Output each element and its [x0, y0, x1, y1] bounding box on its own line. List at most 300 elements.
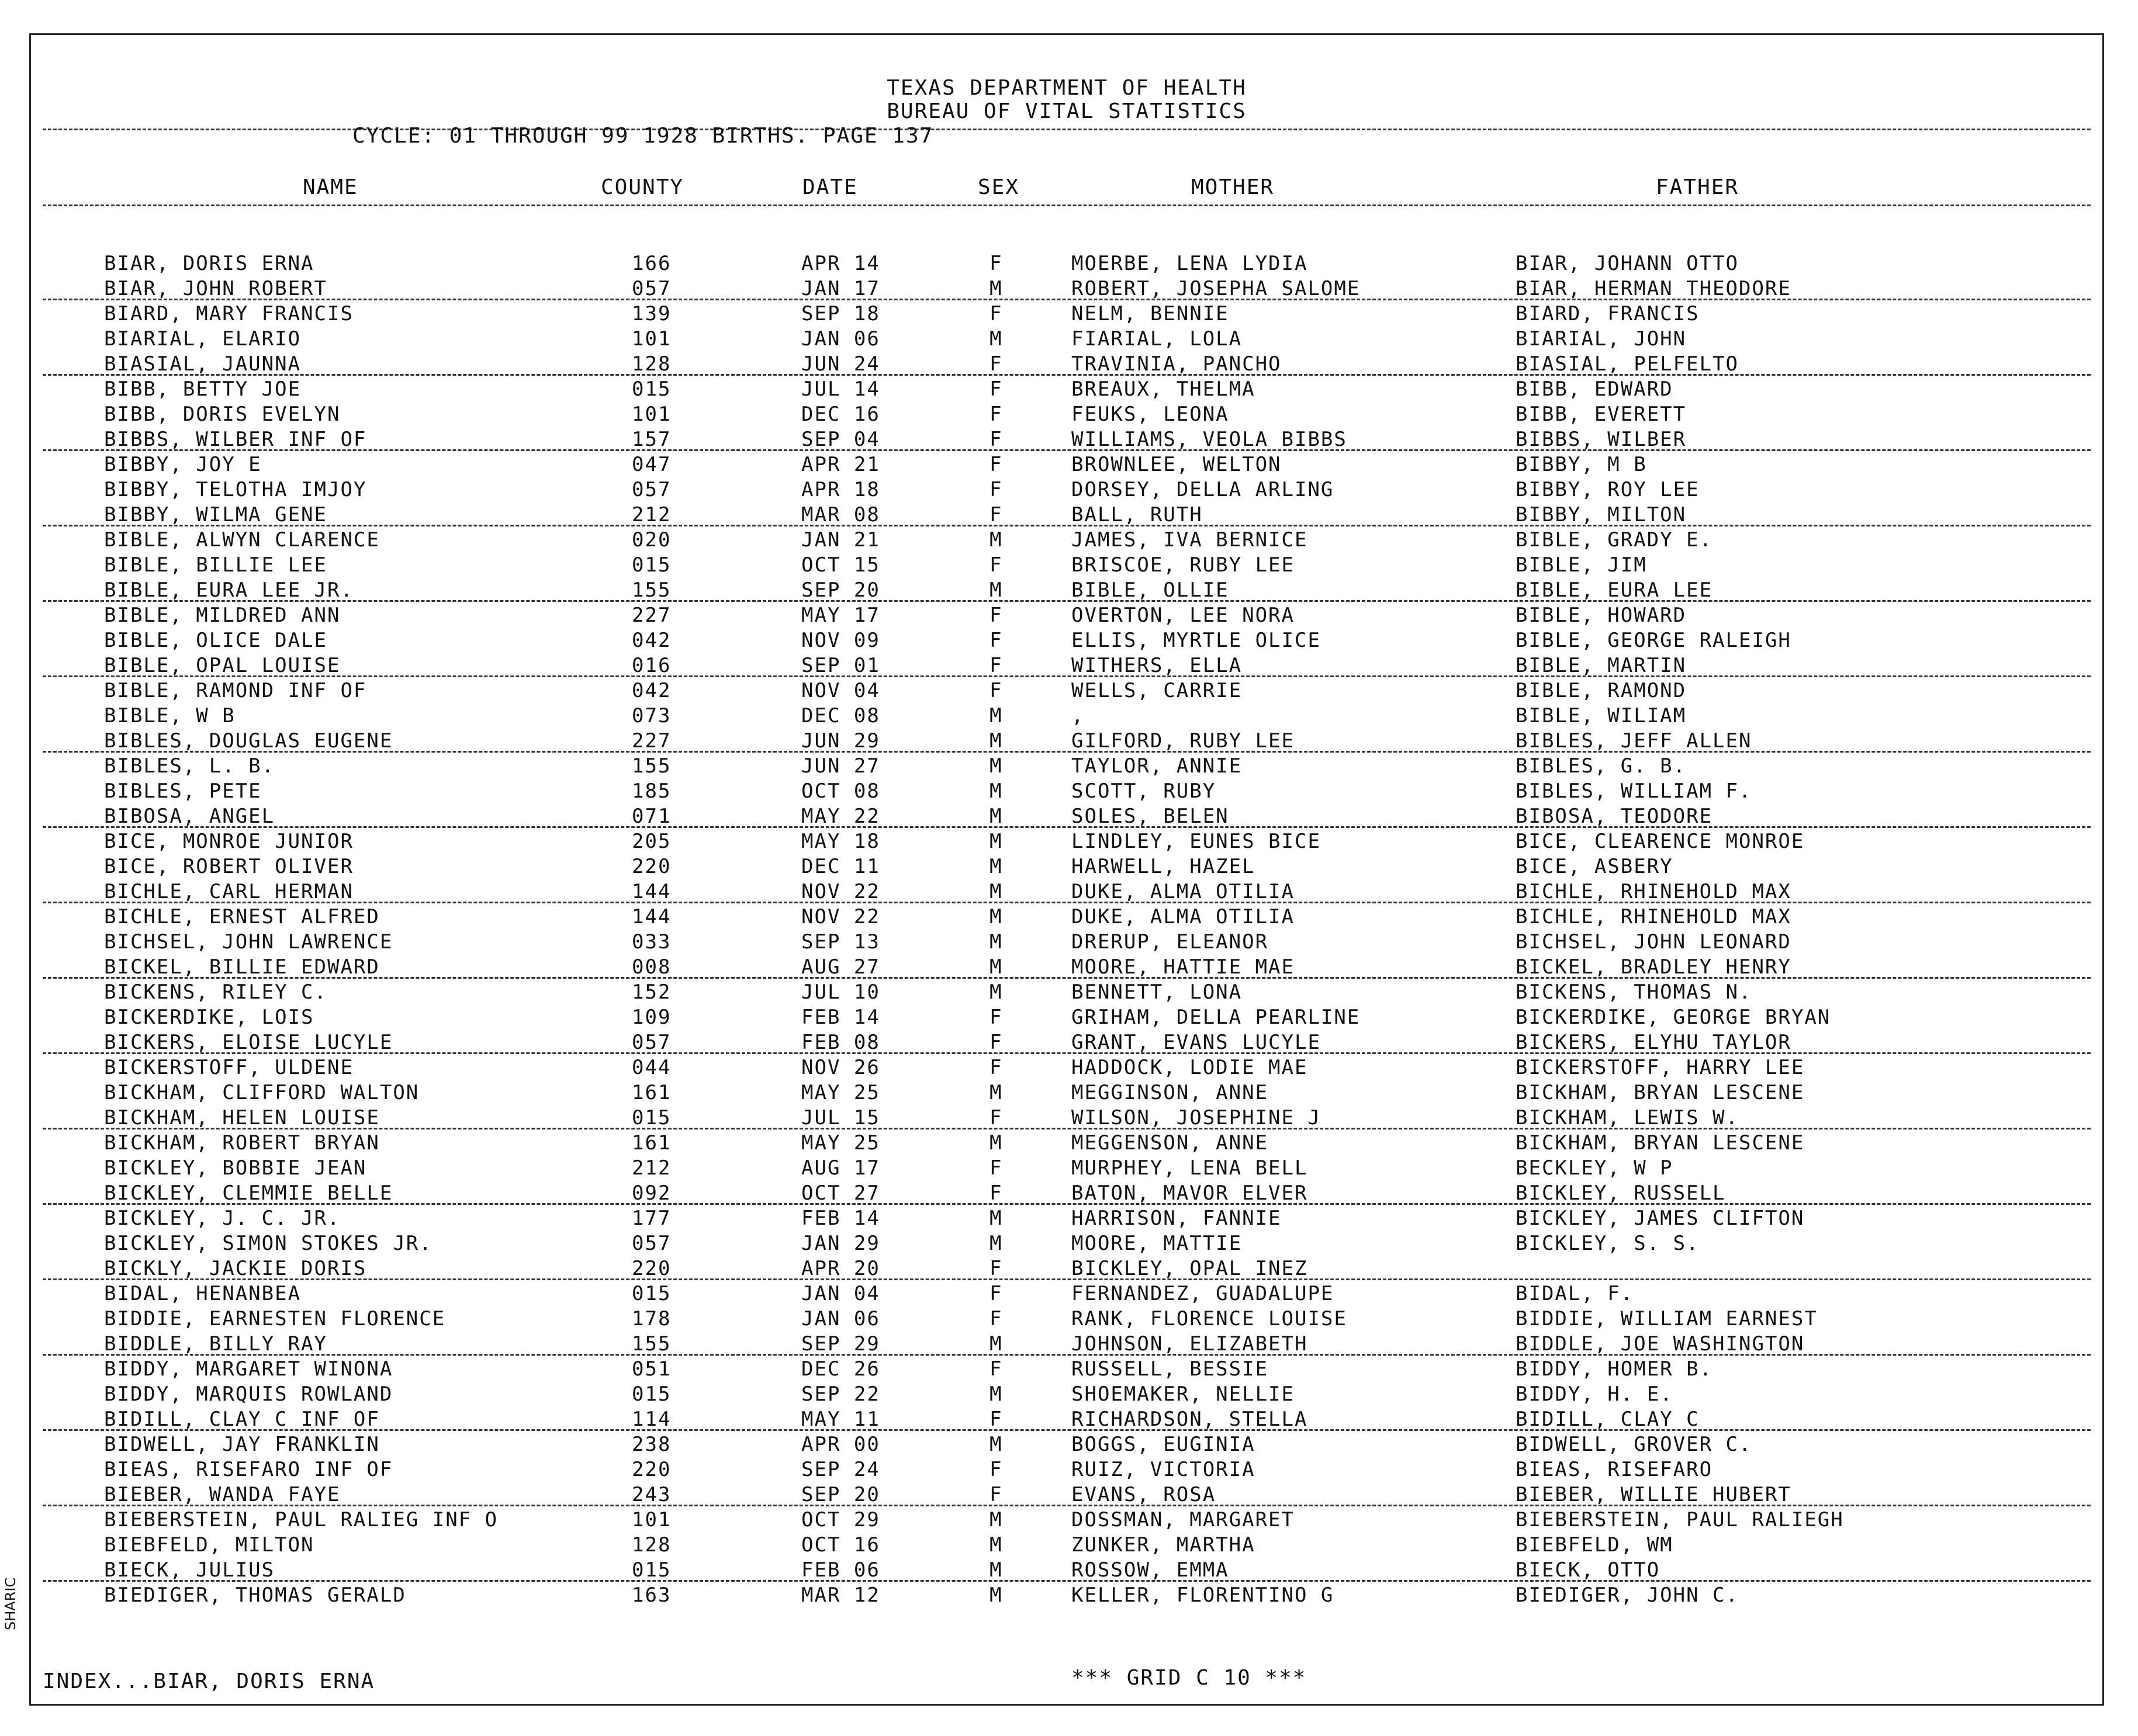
cell-county: 144 [632, 905, 672, 928]
cell-county: 109 [632, 1006, 672, 1029]
table-row [31, 402, 2102, 427]
cell-date: DEC 11 [801, 855, 880, 878]
table-row [31, 477, 2102, 503]
cell-father: BIBLE, HOWARD [1516, 604, 1687, 627]
cell-father: BICKERDIKE, GEORGE BRYAN [1516, 1006, 1831, 1029]
table-row [31, 1357, 2102, 1382]
cell-name: BIBLE, OPAL LOUISE [104, 654, 341, 677]
cell-sex: M [990, 704, 1003, 727]
table-row [31, 1432, 2102, 1457]
cell-mother: MOERBE, LENA LYDIA [1071, 252, 1308, 275]
cell-mother: GILFORD, RUBY LEE [1071, 729, 1295, 753]
row-rule [43, 1128, 2091, 1129]
cell-mother: FEUKS, LEONA [1071, 403, 1229, 426]
cell-county: 155 [632, 1332, 672, 1356]
side-label: SHARIC [2, 1577, 19, 1630]
cell-father: BIEBFELD, WM [1516, 1533, 1673, 1557]
cell-sex: F [990, 1357, 1003, 1381]
cell-name: BIAR, JOHN ROBERT [104, 277, 327, 300]
cell-date: MAY 22 [801, 805, 880, 828]
cell-name: BIBLE, BILLIE LEE [104, 553, 327, 577]
cell-name: BIARD, MARY FRANCIS [104, 302, 354, 325]
cell-father: BICKLEY, RUSSELL [1516, 1181, 1726, 1205]
cell-name: BIBBS, WILBER INF OF [104, 428, 367, 451]
table-row [31, 1231, 2102, 1256]
cell-father: BIDILL, CLAY C [1516, 1408, 1700, 1431]
cell-sex: M [990, 754, 1003, 778]
cell-county: 227 [632, 604, 672, 627]
cell-name: BIBLES, PETE [104, 779, 262, 803]
cell-sex: M [990, 830, 1003, 853]
cell-mother: , [1071, 704, 1085, 727]
cell-date: SEP 29 [801, 1332, 880, 1356]
cell-father: BICKERSTOFF, HARRY LEE [1516, 1056, 1805, 1079]
table-row [31, 829, 2102, 854]
cell-mother: RICHARDSON, STELLA [1071, 1408, 1308, 1431]
cell-county: 044 [632, 1056, 672, 1079]
table-row [31, 905, 2102, 930]
cell-father: BICE, CLEARENCE MONROE [1516, 830, 1805, 853]
cell-father: BIBLES, G. B. [1516, 754, 1687, 778]
cell-date: NOV 22 [801, 880, 880, 903]
cell-sex: F [990, 629, 1003, 652]
cell-father: BICKHAM, BRYAN LESCENE [1516, 1131, 1805, 1155]
cell-date: AUG 27 [801, 955, 880, 979]
cell-father: BIDWELL, GROVER C. [1516, 1433, 1752, 1456]
table-row [31, 251, 2102, 276]
cell-mother: ZUNKER, MARTHA [1071, 1533, 1255, 1557]
cell-date: OCT 15 [801, 553, 880, 577]
cell-name: BIBBY, WILMA GENE [104, 503, 327, 526]
header-rule [43, 129, 2091, 130]
cell-sex: M [990, 1081, 1003, 1104]
cell-name: BICKHAM, CLIFFORD WALTON [104, 1081, 420, 1104]
cell-date: MAY 18 [801, 830, 880, 853]
table-row [31, 1307, 2102, 1332]
cell-father: BIBLES, JEFF ALLEN [1516, 729, 1752, 753]
cell-father: BICHSEL, JOHN LEONARD [1516, 930, 1791, 954]
cell-name: BIDDLE, BILLY RAY [104, 1332, 327, 1356]
cell-father: BIEDIGER, JOHN C. [1516, 1583, 1739, 1607]
cell-father: BIBLE, MARTIN [1516, 654, 1687, 677]
cell-county: 073 [632, 704, 672, 727]
cell-mother: TAYLOR, ANNIE [1071, 754, 1243, 778]
table-row [31, 553, 2102, 578]
cell-mother: DORSEY, DELLA ARLING [1071, 478, 1334, 501]
cell-mother: HADDOCK, LODIE MAE [1071, 1056, 1308, 1079]
cell-mother: LINDLEY, EUNES BICE [1071, 830, 1321, 853]
cell-date: NOV 26 [801, 1056, 880, 1079]
table-row [31, 1533, 2102, 1558]
cell-date: FEB 14 [801, 1006, 880, 1029]
cell-mother: BROWNLEE, WELTON [1071, 453, 1282, 476]
cell-name: BICKLY, JACKIE DORIS [104, 1257, 367, 1280]
cell-date: SEP 18 [801, 302, 880, 325]
cell-date: SEP 24 [801, 1458, 880, 1481]
index-label: INDEX...BIAR, DORIS ERNA [43, 1669, 375, 1693]
cell-date: JUL 15 [801, 1106, 880, 1129]
cell-county: 057 [632, 1232, 672, 1255]
cell-mother: HARRISON, FANNIE [1071, 1207, 1282, 1230]
cell-mother: RANK, FLORENCE LOUISE [1071, 1307, 1347, 1330]
table-row [31, 729, 2102, 754]
cell-father: BIBLES, WILLIAM F. [1516, 779, 1752, 803]
table-row [31, 1181, 2102, 1206]
cell-father: BIEAS, RISEFARO [1516, 1458, 1713, 1481]
table-row [31, 1005, 2102, 1030]
cell-county: 015 [632, 1282, 672, 1305]
cell-county: 178 [632, 1307, 672, 1330]
table-row [31, 1080, 2102, 1106]
table-row [31, 1332, 2102, 1357]
cell-name: BIDAL, HENANBEA [104, 1282, 302, 1305]
cell-name: BIARIAL, ELARIO [104, 327, 302, 351]
cell-name: BIDDIE, EARNESTEN FLORENCE [104, 1307, 446, 1330]
cell-father: BIDDIE, WILLIAM EARNEST [1516, 1307, 1818, 1330]
cell-county: 205 [632, 830, 672, 853]
cell-sex: M [990, 855, 1003, 878]
cell-county: 071 [632, 805, 672, 828]
cycle-line: CYCLE: 01 THROUGH 99 1928 BIRTHS. PAGE 137 [352, 124, 934, 148]
cell-county: 128 [632, 1533, 672, 1557]
cell-sex: F [990, 428, 1003, 451]
cell-name: BIBB, DORIS EVELYN [104, 403, 341, 426]
cell-mother: ELLIS, MYRTLE OLICE [1071, 629, 1321, 652]
cell-name: BIAR, DORIS ERNA [104, 252, 314, 275]
table-row [31, 704, 2102, 729]
cell-mother: DRERUP, ELEANOR [1071, 930, 1269, 954]
cell-mother: BATON, MAVOR ELVER [1071, 1181, 1308, 1205]
cell-father: BIARD, FRANCIS [1516, 302, 1700, 325]
cell-name: BICKEL, BILLIE EDWARD [104, 955, 380, 979]
cell-county: 101 [632, 1508, 672, 1531]
cell-mother: GRIHAM, DELLA PEARLINE [1071, 1006, 1361, 1029]
table-row [31, 603, 2102, 628]
cell-county: 015 [632, 1558, 672, 1582]
cell-father: BICKENS, THOMAS N. [1516, 980, 1752, 1004]
cell-father: BICHLE, RHINEHOLD MAX [1516, 905, 1791, 928]
cell-mother: FERNANDEZ, GUADALUPE [1071, 1282, 1334, 1305]
cell-father: BIAR, HERMAN THEODORE [1516, 277, 1791, 300]
table-row [31, 1457, 2102, 1482]
table-row [31, 1407, 2102, 1432]
row-rule [43, 525, 2091, 526]
cell-name: BICKHAM, ROBERT BRYAN [104, 1131, 380, 1155]
cell-date: SEP 01 [801, 654, 880, 677]
cell-name: BIBLE, EURA LEE JR. [104, 578, 354, 602]
cell-date: MAY 25 [801, 1081, 880, 1104]
cell-mother: MOORE, MATTIE [1071, 1232, 1243, 1255]
cell-sex: F [990, 1458, 1003, 1481]
cell-county: 042 [632, 629, 672, 652]
cell-name: BICKERS, ELOISE LUCYLE [104, 1031, 393, 1054]
cell-sex: F [990, 553, 1003, 577]
cell-father: BIBBY, MILTON [1516, 503, 1687, 526]
cell-date: MAY 11 [801, 1408, 880, 1431]
cell-county: 212 [632, 503, 672, 526]
row-rule [43, 1203, 2091, 1205]
cell-mother: SHOEMAKER, NELLIE [1071, 1382, 1295, 1406]
cell-date: OCT 29 [801, 1508, 880, 1531]
cell-mother: OVERTON, LEE NORA [1071, 604, 1295, 627]
table-row [31, 678, 2102, 704]
table-row [31, 754, 2102, 779]
cell-name: BIBBY, JOY E [104, 453, 262, 476]
cell-father: BECKLEY, W P [1516, 1156, 1673, 1180]
cell-sex: F [990, 1282, 1003, 1305]
cell-sex: F [990, 352, 1003, 376]
cell-father: BICHLE, RHINEHOLD MAX [1516, 880, 1791, 903]
cell-name: BICKERSTOFF, ULDENE [104, 1056, 354, 1079]
cell-name: BIEBERSTEIN, PAUL RALIEG INF O [104, 1508, 499, 1531]
cell-sex: M [990, 1232, 1003, 1255]
cell-county: 152 [632, 980, 672, 1004]
cell-county: 016 [632, 654, 672, 677]
cell-county: 243 [632, 1483, 672, 1506]
cell-name: BICKLEY, CLEMMIE BELLE [104, 1181, 393, 1205]
table-row [31, 1382, 2102, 1407]
row-rule [43, 1429, 2091, 1431]
cell-mother: EVANS, ROSA [1071, 1483, 1216, 1506]
table-row [31, 1482, 2102, 1508]
cell-date: NOV 22 [801, 905, 880, 928]
cell-name: BICHLE, CARL HERMAN [104, 880, 354, 903]
table-row [31, 427, 2102, 452]
cell-father: BIBOSA, TEODORE [1516, 805, 1713, 828]
cell-county: 155 [632, 754, 672, 778]
cell-father: BICKHAM, LEWIS W. [1516, 1106, 1739, 1129]
cell-sex: F [990, 1307, 1003, 1330]
cell-mother: DOSSMAN, MARGARET [1071, 1508, 1295, 1531]
table-row [31, 1206, 2102, 1231]
cell-county: 185 [632, 779, 672, 803]
cell-county: 008 [632, 955, 672, 979]
cell-name: BIBLES, DOUGLAS EUGENE [104, 729, 393, 753]
cell-sex: M [990, 1382, 1003, 1406]
table-row [31, 1156, 2102, 1181]
cell-county: 033 [632, 930, 672, 954]
cell-county: 101 [632, 403, 672, 426]
column-header-father: FATHER [1656, 175, 1739, 199]
cell-date: FEB 06 [801, 1558, 880, 1582]
cell-mother: KELLER, FLORENTINO G [1071, 1583, 1334, 1607]
cell-mother: WILSON, JOSEPHINE J [1071, 1106, 1321, 1129]
cell-date: JUN 29 [801, 729, 880, 753]
cell-date: APR 18 [801, 478, 880, 501]
cell-sex: F [990, 1056, 1003, 1079]
cell-date: FEB 14 [801, 1207, 880, 1230]
cell-sex: F [990, 1106, 1003, 1129]
cell-date: APR 14 [801, 252, 880, 275]
cell-mother: WELLS, CARRIE [1071, 679, 1243, 702]
cell-name: BICHLE, ERNEST ALFRED [104, 905, 380, 928]
cell-date: SEP 20 [801, 578, 880, 602]
cell-father: BIARIAL, JOHN [1516, 327, 1687, 351]
cell-date: JUL 10 [801, 980, 880, 1004]
cell-father: BIASIAL, PELFELTO [1516, 352, 1739, 376]
grid-label: *** GRID C 10 *** [1071, 1666, 1307, 1690]
cell-father: BIBLE, GEORGE RALEIGH [1516, 629, 1791, 652]
cell-sex: M [990, 578, 1003, 602]
cell-date: NOV 09 [801, 629, 880, 652]
cell-county: 114 [632, 1408, 672, 1431]
cell-sex: M [990, 980, 1003, 1004]
cell-date: SEP 20 [801, 1483, 880, 1506]
cell-date: NOV 04 [801, 679, 880, 702]
cell-name: BIBBY, TELOTHA IMJOY [104, 478, 367, 501]
row-rule [43, 299, 2091, 300]
cell-date: JUN 27 [801, 754, 880, 778]
cell-mother: BRISCOE, RUBY LEE [1071, 553, 1295, 577]
row-rule [43, 675, 2091, 677]
table-row [31, 930, 2102, 955]
cell-father: BIBLE, WILIAM [1516, 704, 1687, 727]
cell-sex: M [990, 880, 1003, 903]
table-row [31, 276, 2102, 302]
cell-date: APR 00 [801, 1433, 880, 1456]
table-row [31, 327, 2102, 352]
cell-county: 177 [632, 1207, 672, 1230]
cell-mother: RUSSELL, BESSIE [1071, 1357, 1269, 1381]
cell-date: MAR 12 [801, 1583, 880, 1607]
cell-sex: F [990, 453, 1003, 476]
cell-county: 163 [632, 1583, 672, 1607]
cell-mother: HARWELL, HAZEL [1071, 855, 1255, 878]
cell-sex: F [990, 302, 1003, 325]
table-row [31, 1508, 2102, 1533]
cell-sex: M [990, 779, 1003, 803]
cell-county: 015 [632, 1382, 672, 1406]
cell-county: 057 [632, 478, 672, 501]
cell-father: BIEBERSTEIN, PAUL RALIEGH [1516, 1508, 1844, 1531]
cell-name: BIEAS, RISEFARO INF OF [104, 1458, 393, 1481]
cell-county: 157 [632, 428, 672, 451]
table-row [31, 302, 2102, 327]
cell-sex: M [990, 1558, 1003, 1582]
cell-date: FEB 08 [801, 1031, 880, 1054]
cell-name: BIBOSA, ANGEL [104, 805, 275, 828]
cell-sex: M [990, 729, 1003, 753]
cell-mother: MEGGINSON, ANNE [1071, 1081, 1269, 1104]
cell-county: 220 [632, 1257, 672, 1280]
cell-date: OCT 27 [801, 1181, 880, 1205]
cell-county: 166 [632, 252, 672, 275]
column-header-name: NAME [303, 175, 358, 199]
column-header-date: DATE [802, 175, 858, 199]
cell-name: BICE, ROBERT OLIVER [104, 855, 354, 878]
row-rule [43, 751, 2091, 753]
cell-county: 015 [632, 1106, 672, 1129]
cell-mother: ROBERT, JOSEPHA SALOME [1071, 277, 1361, 300]
cell-name: BIBLE, RAMOND INF OF [104, 679, 367, 702]
cell-name: BICE, MONROE JUNIOR [104, 830, 354, 853]
cell-father: BIBLE, EURA LEE [1516, 578, 1713, 602]
cell-mother: GRANT, EVANS LUCYLE [1071, 1031, 1321, 1054]
cell-sex: F [990, 503, 1003, 526]
cell-sex: M [990, 955, 1003, 979]
cell-date: AUG 17 [801, 1156, 880, 1180]
cell-name: BIDDY, MARQUIS ROWLAND [104, 1382, 393, 1406]
row-rule [43, 374, 2091, 376]
row-rule [43, 1278, 2091, 1280]
cell-date: DEC 08 [801, 704, 880, 727]
cell-sex: M [990, 805, 1003, 828]
cell-father: BICE, ASBERY [1516, 855, 1673, 878]
row-rule [43, 1354, 2091, 1356]
cell-father: BIBBY, ROY LEE [1516, 478, 1700, 501]
cell-father: BICKLEY, JAMES CLIFTON [1516, 1207, 1805, 1230]
cell-sex: M [990, 1433, 1003, 1456]
cell-name: BIECK, JULIUS [104, 1558, 275, 1582]
cell-county: 015 [632, 553, 672, 577]
table-row [31, 503, 2102, 528]
cell-sex: M [990, 528, 1003, 552]
table-row [31, 1131, 2102, 1156]
cell-sex: M [990, 1508, 1003, 1531]
table-row [31, 955, 2102, 980]
cell-father: BIBB, EDWARD [1516, 377, 1673, 401]
cell-mother: MEGGENSON, ANNE [1071, 1131, 1269, 1155]
cell-name: BIEBER, WANDA FAYE [104, 1483, 341, 1506]
cell-county: 161 [632, 1131, 672, 1155]
cell-sex: F [990, 679, 1003, 702]
cell-mother: TRAVINIA, PANCHO [1071, 352, 1282, 376]
cell-county: 220 [632, 1458, 672, 1481]
cell-name: BIDILL, CLAY C INF OF [104, 1408, 380, 1431]
cell-father: BIBLE, GRADY E. [1516, 528, 1713, 552]
cell-date: SEP 13 [801, 930, 880, 954]
cell-sex: F [990, 1408, 1003, 1431]
row-rule [43, 902, 2091, 903]
cell-mother: ROSSOW, EMMA [1071, 1558, 1229, 1582]
row-rule [43, 826, 2091, 828]
cell-date: MAR 08 [801, 503, 880, 526]
cell-county: 020 [632, 528, 672, 552]
cell-mother: SOLES, BELEN [1071, 805, 1229, 828]
cell-mother: JOHNSON, ELIZABETH [1071, 1332, 1308, 1356]
cell-name: BICKHAM, HELEN LOUISE [104, 1106, 380, 1129]
table-row [31, 578, 2102, 603]
cell-date: MAY 25 [801, 1131, 880, 1155]
cell-father: BIBBS, WILBER [1516, 428, 1687, 451]
cell-father: BICKERS, ELYHU TAYLOR [1516, 1031, 1791, 1054]
column-header-county: COUNTY [601, 175, 684, 199]
table-row [31, 628, 2102, 653]
table-row [31, 452, 2102, 477]
cell-name: BIBLE, MILDRED ANN [104, 604, 341, 627]
cell-name: BIEBFELD, MILTON [104, 1533, 314, 1557]
cell-sex: F [990, 1483, 1003, 1506]
cell-father: BIBB, EVERETT [1516, 403, 1687, 426]
cell-name: BICKLEY, J. C. JR. [104, 1207, 341, 1230]
bureau-title: BUREAU OF VITAL STATISTICS [887, 99, 1247, 123]
table-row [31, 528, 2102, 553]
cell-county: 057 [632, 1031, 672, 1054]
column-header-mother: MOTHER [1191, 175, 1275, 199]
table-row [31, 854, 2102, 879]
table-row [31, 377, 2102, 402]
table-row [31, 1106, 2102, 1131]
cell-county: 161 [632, 1081, 672, 1104]
cell-sex: M [990, 1583, 1003, 1607]
table-row [31, 1583, 2102, 1608]
cell-father: BIBBY, M B [1516, 453, 1647, 476]
table-row [31, 1055, 2102, 1080]
cell-mother: RUIZ, VICTORIA [1071, 1458, 1255, 1481]
cell-mother: NELM, BENNIE [1071, 302, 1229, 325]
cell-county: 092 [632, 1181, 672, 1205]
cell-date: JAN 21 [801, 528, 880, 552]
